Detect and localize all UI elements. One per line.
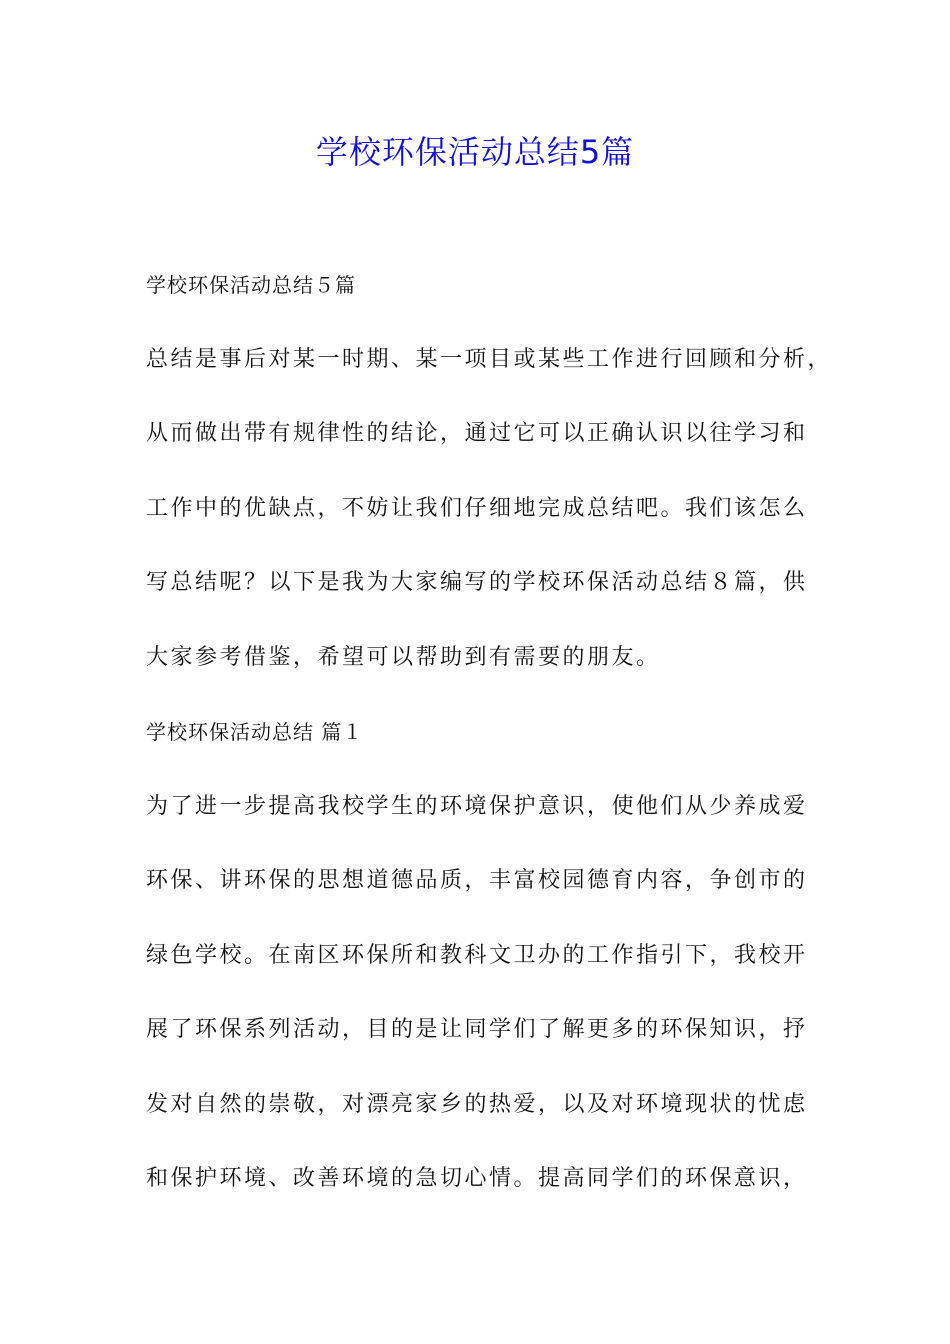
section-line: 为了进一步提高我校学生的环境保护意识，使他们从少养成爱	[146, 794, 808, 819]
section-line: 展了环保系列活动，目的是让同学们了解更多的环保知识，抒	[146, 1017, 808, 1042]
intro-line: 写总结呢？以下是我为大家编写的学校环保活动总结８篇，供	[146, 570, 808, 595]
intro-line: 大家参考借鉴，希望可以帮助到有需要的朋友。	[146, 645, 661, 670]
intro-line: 总结是事后对某一时期、某一项目或某些工作进行回顾和分析，	[146, 347, 833, 372]
document-title: 学校环保活动总结5篇	[315, 133, 635, 171]
intro-line: 工作中的优缺点，不妨让我们仔细地完成总结吧。我们该怎么	[146, 496, 808, 521]
section-line: 绿色学校。在南区环保所和教科文卫办的工作指引下，我校开	[146, 943, 808, 968]
section-line: 环保、讲环保的思想道德品质，丰富校园德育内容，争创市的	[146, 868, 808, 893]
section-line: 发对自然的崇敬，对漂亮家乡的热爱，以及对环境现状的忧虑	[146, 1092, 808, 1117]
intro-line: 从而做出带有规律性的结论，通过它可以正确认识以往学习和	[146, 421, 808, 446]
section-line: 和保护环境、改善环境的急切心情。提高同学们的环保意识，	[146, 1166, 808, 1191]
document-subtitle: 学校环保活动总结５篇	[146, 273, 356, 297]
section-heading: 学校环保活动总结 篇１	[146, 720, 364, 744]
